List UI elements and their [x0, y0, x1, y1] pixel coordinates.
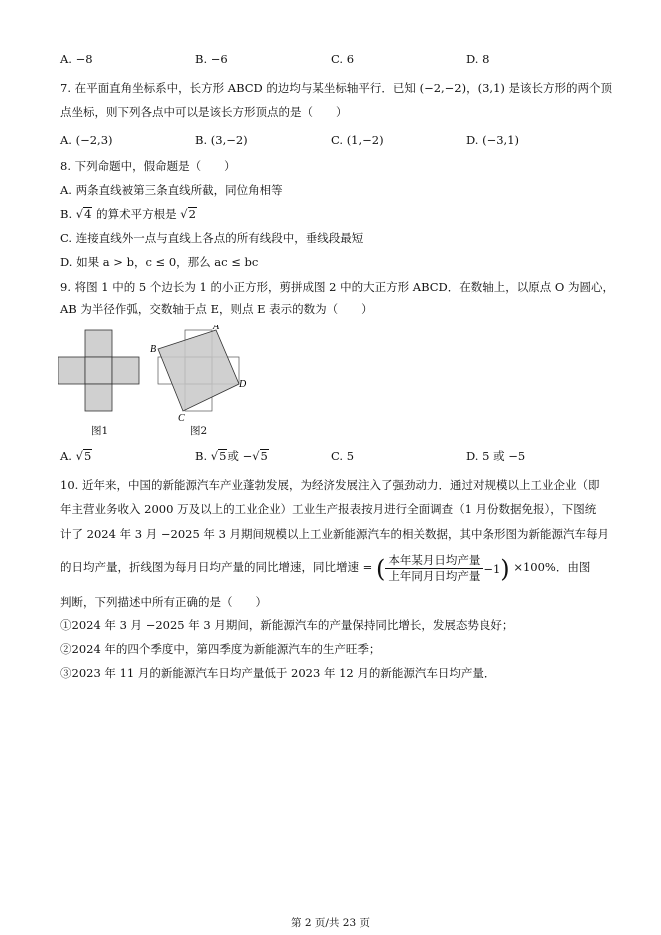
fraction: [385, 553, 483, 584]
q9-option-b: [195, 448, 269, 464]
sqrt-expression: √5: [75, 449, 92, 463]
fig1-cross: [58, 330, 139, 411]
sqrt-expression: √4: [75, 207, 92, 221]
fraction-numerator: 本年某月日均产量: [385, 553, 483, 569]
q7-option-d: D. (−3,1): [466, 133, 520, 147]
radicand: 5: [219, 449, 227, 463]
q8-option-b: [60, 206, 197, 222]
formula-minus-one: −1: [483, 561, 501, 576]
label-c: C: [178, 413, 185, 424]
q10-statement-3: ③2023 年 11 月的新能源汽车日均产量低于 2023 年 12 月的新能源汽车日均产量．: [60, 666, 496, 680]
q10-line4-suffix: ×100%．由图: [513, 560, 591, 574]
q10-stem-line4: [60, 548, 590, 588]
label-b: B: [150, 344, 157, 355]
q8-option-b-mid: 的算术平方根是: [96, 207, 177, 221]
q8-option-b-prefix: B.: [60, 207, 73, 221]
q9-figures-svg: [58, 325, 268, 425]
radicand: 4: [84, 207, 92, 221]
q8-option-c: C. 连接直线外一点与直线上各点的所有线段中，垂线段最短: [60, 231, 364, 245]
q8-option-a: A. 两条直线被第三条直线所截，同位角相等: [60, 183, 283, 197]
q6-option-d: D. 8: [466, 52, 490, 66]
radicand: 2: [188, 207, 196, 221]
radicand: 5: [83, 449, 92, 463]
q9-stem-line2: AB 为半径作弧，交数轴于点 E，则点 E 表示的数为（ ）: [60, 302, 373, 316]
q9-option-b-mid: 或 −: [227, 449, 253, 463]
q8-option-d: D. 如果 a > b，c ≤ 0，那么 ac ≤ bc: [60, 255, 259, 269]
fig2-caption: 图2: [190, 425, 208, 437]
q9-option-c: C. 5: [331, 449, 355, 463]
q7-option-b: B. (3,−2): [195, 133, 248, 147]
fraction-denominator: 上年同月日均产量: [388, 569, 481, 583]
q7-stem-line2: 点坐标，则下列各点中可以是该长方形顶点的是（ ）: [60, 105, 348, 119]
fig2-square-abcd: [158, 330, 239, 411]
sqrt-expression: √2: [180, 207, 196, 221]
sqrt-expression: √5: [252, 449, 268, 463]
q10-line4-prefix: 的日均产量，折线图为每月日均产量的同比增速，同比增速 =: [60, 560, 373, 574]
radicand: 5: [260, 449, 268, 463]
q10-stem-line5: 判断，下列描述中所有正确的是（ ）: [60, 595, 267, 609]
q10-stem-line3: 计了 2024 年 3 月 −2025 年 3 月期间规模以上工业新能源汽车的相关数据，其中条形图为新能源汽车每月: [60, 527, 610, 541]
q10-statement-2: ②2024 年的四个季度中，第四季度为新能源汽车的生产旺季；: [60, 642, 381, 656]
q9-option-b-prefix: B.: [195, 449, 208, 463]
q9-option-d: D. 5 或 −5: [466, 449, 526, 463]
q6-option-c: C. 6: [331, 52, 355, 66]
q7-option-a: A. (−2,3): [60, 133, 113, 147]
q7-stem-line1: 7. 在平面直角坐标系中，长方形 ABCD 的边均与某坐标轴平行．已知 (−2,−2)，(3,1) 是该长方形的两个顶: [60, 81, 613, 95]
q9-figures: [58, 325, 268, 440]
label-a: A: [213, 325, 220, 332]
page-footer: 第 2 页/共 23 页: [291, 917, 370, 929]
q6-options: [60, 51, 620, 67]
q7-option-c: C. (1,−2): [331, 133, 384, 147]
q9-option-a-prefix: A.: [60, 449, 72, 463]
q9-option-a: [60, 448, 92, 464]
sqrt-expression: √5: [210, 449, 227, 463]
q9-stem-line1: 9. 将图 1 中的 5 个边长为 1 的小正方形，剪拼成图 2 中的大正方形 ABCD．在数轴上，以原点 O 为圆心，: [60, 280, 615, 294]
q10-stem-line1: 10. 近年来，中国的新能源汽车产业蓬勃发展，为经济发展注入了强劲动力．通过对规模以上工业企业（即: [60, 478, 600, 492]
q10-statement-1: ①2024 年 3 月 −2025 年 3 月期间，新能源汽车的产量保持同比增长，发展态势良好；: [60, 618, 514, 632]
q9-options: [60, 448, 620, 464]
q7-options: [60, 132, 620, 148]
growth-rate-formula: ( $\frac{\text{本年某月日均产量}}{\text{上年同月日均产量}}$ −1): [375, 553, 510, 583]
label-d: D: [239, 379, 247, 390]
fig1-caption: 图1: [91, 425, 109, 437]
q6-option-a: A. −8: [60, 52, 93, 66]
q6-option-b: B. −6: [195, 52, 228, 66]
q10-stem-line2: 年主营业务收入 2000 万及以上的工业企业）工业生产报表按月进行全面调查（1 月份数据免报），下图统: [60, 502, 597, 516]
q8-stem: 8. 下列命题中，假命题是（ ）: [60, 159, 236, 173]
